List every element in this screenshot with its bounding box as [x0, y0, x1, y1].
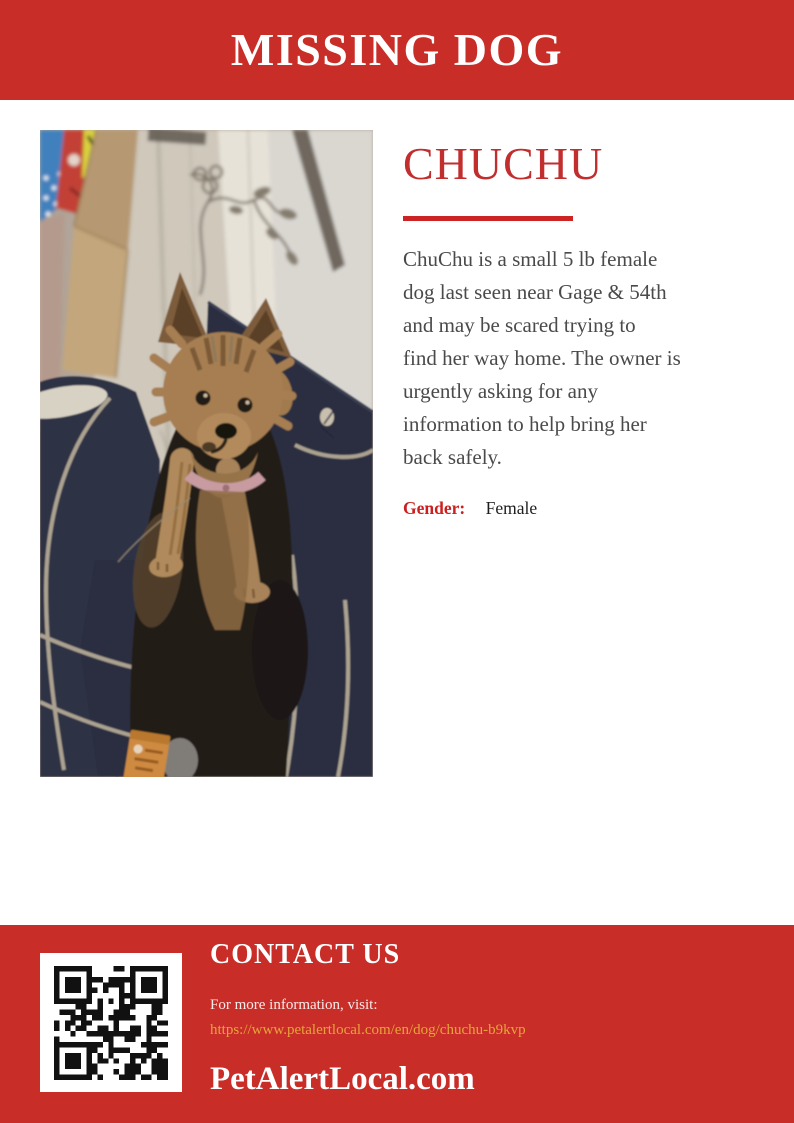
pet-page-link[interactable]: https://www.petalertlocal.com/en/dog/chuchu-b9kvp — [210, 1022, 526, 1038]
description-line: information to help bring her — [403, 412, 647, 436]
chair-button — [320, 408, 334, 426]
brand-name: PetAlertLocal.com — [210, 1061, 475, 1097]
description-line: urgently asking for any — [403, 379, 598, 403]
contact-info-line: For more information, visit: — [210, 997, 378, 1013]
gender-value: Female — [485, 498, 538, 518]
gender-row — [403, 498, 713, 519]
page-title: MISSING DOG — [230, 24, 564, 75]
description-line: back safely. — [403, 445, 502, 469]
gender-label: Gender: — [403, 498, 466, 518]
pet-name: CHUCHU — [403, 138, 604, 189]
contact-heading: CONTACT US — [210, 939, 401, 970]
pet-photo-illustration — [40, 130, 373, 777]
description-line: dog last seen near Gage & 54th — [403, 280, 667, 304]
divider-rule — [403, 216, 573, 221]
description-line: find her way home. The owner is — [403, 346, 681, 370]
pet-details — [403, 138, 713, 519]
footer-banner — [0, 925, 794, 1123]
description-line: ChuChu is a small 5 lb female — [403, 247, 658, 271]
header-banner — [0, 0, 794, 100]
description-line: and may be scared trying to — [403, 313, 636, 337]
qr-code — [54, 966, 168, 1080]
treat-packet — [123, 730, 171, 777]
qr-card — [40, 953, 182, 1092]
pet-photo — [40, 130, 373, 777]
contact-block — [210, 939, 526, 1098]
pet-description — [403, 243, 713, 474]
